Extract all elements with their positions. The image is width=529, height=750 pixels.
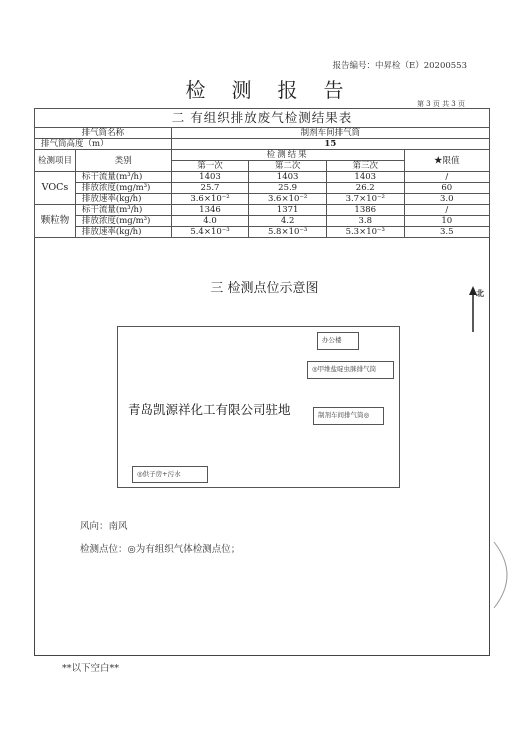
value-cell: 3.6×10⁻² — [171, 194, 249, 205]
value-cell: 3.8 — [326, 216, 404, 227]
table-row — [35, 205, 490, 216]
page-number: 第 3 页 共 3 页 — [416, 100, 465, 108]
report-number: 报告编号：中昇检（E）20200553 — [332, 61, 467, 71]
table-row — [35, 128, 490, 139]
limit-cell: / — [404, 172, 489, 183]
results-table — [34, 108, 490, 238]
section2-title: 二 有组织排放废气检测结果表 — [35, 109, 490, 128]
value-cell: 25.7 — [171, 183, 249, 194]
outlet-name: 制剂车间排气筒 — [171, 128, 489, 139]
heating-wastewater-box: ◎供子房+污水 — [132, 466, 208, 483]
office-building: 办公楼 — [317, 332, 359, 350]
north-label: 北 — [476, 288, 484, 298]
value-cell: 5.3×10⁻³ — [326, 227, 404, 238]
value-cell: 3.7×10⁻² — [326, 194, 404, 205]
value-cell: 5.8×10⁻³ — [249, 227, 327, 238]
col-header-item: 检测项目 — [35, 150, 76, 172]
limit-cell: / — [404, 205, 489, 216]
category-cell: 排放浓度(mg/m³) — [75, 183, 171, 194]
col-header-run-1: 第一次 — [171, 161, 249, 172]
end-note: **以下空白** — [62, 663, 120, 674]
value-cell: 1403 — [171, 172, 249, 183]
col-header-run-2: 第二次 — [249, 161, 327, 172]
table-header-row — [35, 150, 490, 161]
limit-cell: 3.5 — [404, 227, 489, 238]
value-cell: 1403 — [326, 172, 404, 183]
outlet-2-box: 制剂车间排气筒◎ — [313, 407, 384, 425]
value-cell: 3.6×10⁻² — [249, 194, 327, 205]
section3-title: 三 检测点位示意图 — [210, 281, 319, 296]
category-cell: 排放浓度(mg/m³) — [75, 216, 171, 227]
site-map — [117, 326, 400, 488]
limit-cell: 10 — [404, 216, 489, 227]
outlet-height-label: 排气筒高度（m） — [35, 139, 172, 150]
company-name: 青岛凯源祥化工有限公司驻地 — [128, 402, 291, 417]
value-cell: 4.2 — [249, 216, 327, 227]
outlet-name-label: 排气筒名称 — [35, 128, 172, 139]
outlet-1-box: ◎甲维盐啶虫脒排气筒 — [307, 361, 394, 379]
table-row — [35, 227, 490, 238]
group-name-particulates: 颗粒物 — [35, 205, 76, 238]
col-header-limit: ★限值 — [404, 150, 489, 172]
value-cell: 4.0 — [171, 216, 249, 227]
value-cell: 1371 — [249, 205, 327, 216]
table-row — [35, 183, 490, 194]
value-cell: 1386 — [326, 205, 404, 216]
table-row — [35, 216, 490, 227]
col-header-results: 检测结果 — [171, 150, 404, 161]
limit-cell: 60 — [404, 183, 489, 194]
table-row — [35, 194, 490, 205]
outlet-height: 15 — [171, 139, 489, 150]
value-cell: 25.9 — [249, 183, 327, 194]
col-header-category: 类别 — [75, 150, 171, 172]
value-cell: 1403 — [249, 172, 327, 183]
limit-cell: 3.0 — [404, 194, 489, 205]
value-cell: 26.2 — [326, 183, 404, 194]
category-cell: 排放速率(kg/h) — [75, 194, 171, 205]
table-row — [35, 139, 490, 150]
wind-direction: 风向：南风 — [80, 521, 128, 532]
seal-edge-mark — [492, 540, 522, 610]
category-cell: 标干流量(m³/h) — [75, 172, 171, 183]
group-name-vocs: VOCs — [35, 172, 76, 205]
category-cell: 排放速率(kg/h) — [75, 227, 171, 238]
category-cell: 标干流量(m³/h) — [75, 205, 171, 216]
value-cell: 1346 — [171, 205, 249, 216]
page-title: 检测报告 — [185, 78, 370, 102]
col-header-run-3: 第三次 — [326, 161, 404, 172]
table-title-row — [35, 109, 490, 128]
monitoring-point-legend: 检测点位：◎为有组织气体检测点位； — [80, 544, 241, 555]
value-cell: 5.4×10⁻³ — [171, 227, 249, 238]
table-row — [35, 172, 490, 183]
